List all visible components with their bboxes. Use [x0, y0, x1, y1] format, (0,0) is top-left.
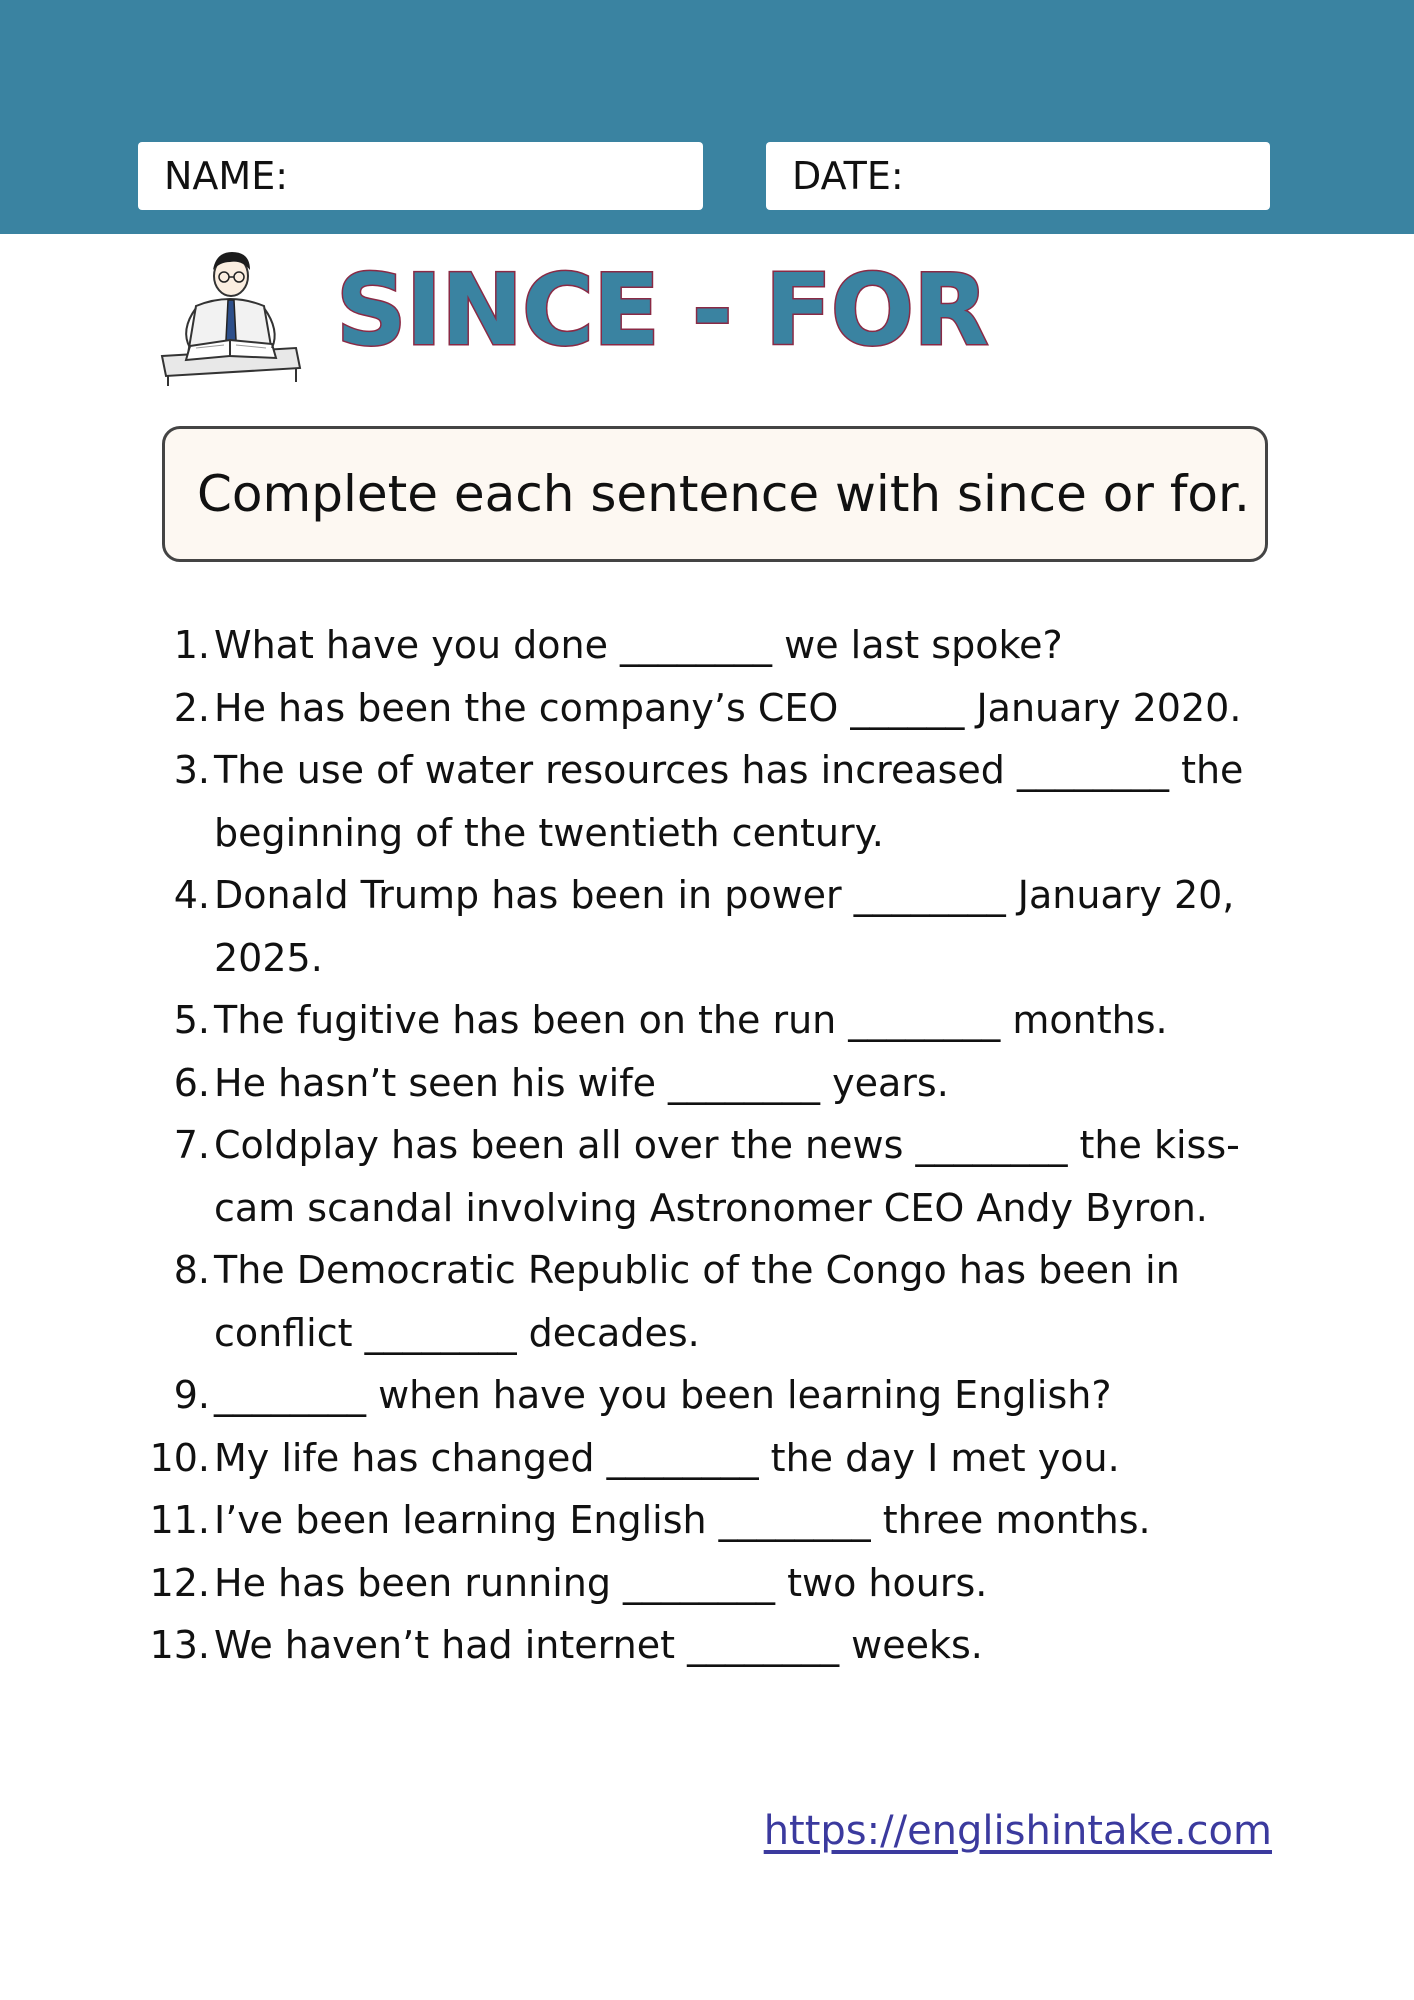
question-number: 12. — [149, 1560, 210, 1605]
question-number: 6. — [173, 1060, 210, 1105]
question-item — [0, 1552, 1414, 1615]
question-number: 10. — [149, 1435, 210, 1480]
question-item — [0, 1239, 1414, 1364]
question-text: The use of water resources has increased ________ the beginning of the twentieth century. — [214, 748, 1244, 855]
question-text: We haven’t had internet ________ weeks. — [214, 1623, 983, 1667]
instruction-box — [162, 426, 1268, 562]
question-text: The Democratic Republic of the Congo has been in conflict ________ decades. — [214, 1248, 1180, 1355]
question-number: 1. — [173, 623, 210, 667]
question-item — [0, 1114, 1414, 1239]
question-text: Donald Trump has been in power ________ January 20, 2025. — [214, 873, 1235, 980]
question-item — [0, 1052, 1414, 1115]
question-text: He has been running ________ two hours. — [214, 1560, 988, 1605]
worksheet-title: SINCE - FOR — [336, 254, 988, 368]
question-number: 5. — [173, 998, 210, 1042]
student-reading-icon — [156, 244, 302, 386]
question-text: Coldplay has been all over the news ________ the kiss-cam scandal involving Astronomer CEO Andy Byron. — [214, 1123, 1240, 1230]
question-number: 3. — [173, 748, 210, 792]
question-item — [0, 739, 1414, 864]
name-field[interactable] — [138, 142, 703, 210]
question-number: 7. — [173, 1123, 210, 1167]
question-text: ________ when have you been learning English? — [214, 1373, 1112, 1417]
question-number: 9. — [173, 1373, 210, 1417]
question-item — [0, 1614, 1414, 1677]
instruction-text: Complete each sentence with since or for. — [197, 465, 1250, 523]
question-number: 2. — [173, 685, 210, 730]
question-item — [0, 1489, 1414, 1552]
question-text: What have you done ________ we last spoke? — [214, 623, 1063, 667]
question-item — [0, 677, 1414, 740]
question-text: I’ve been learning English ________ three months. — [214, 1498, 1151, 1542]
date-field[interactable] — [766, 142, 1270, 210]
website-link[interactable]: https://englishintake.com — [763, 1808, 1272, 1854]
question-item — [0, 1427, 1414, 1490]
question-number: 4. — [173, 873, 210, 917]
name-label: NAME: — [164, 154, 289, 198]
question-text: He has been the company’s CEO ______ January 2020. — [214, 685, 1242, 730]
question-list — [0, 614, 1414, 1677]
question-number: 11. — [149, 1498, 210, 1542]
question-item — [0, 989, 1414, 1052]
question-text: My life has changed ________ the day I met you. — [214, 1435, 1120, 1480]
date-label: DATE: — [792, 154, 904, 198]
question-number: 8. — [173, 1248, 210, 1292]
question-text: The fugitive has been on the run ________ months. — [214, 998, 1168, 1042]
question-item — [0, 1364, 1414, 1427]
question-text: He hasn’t seen his wife ________ years. — [214, 1060, 949, 1105]
question-item — [0, 864, 1414, 989]
question-item — [0, 614, 1414, 677]
question-number: 13. — [149, 1623, 210, 1667]
